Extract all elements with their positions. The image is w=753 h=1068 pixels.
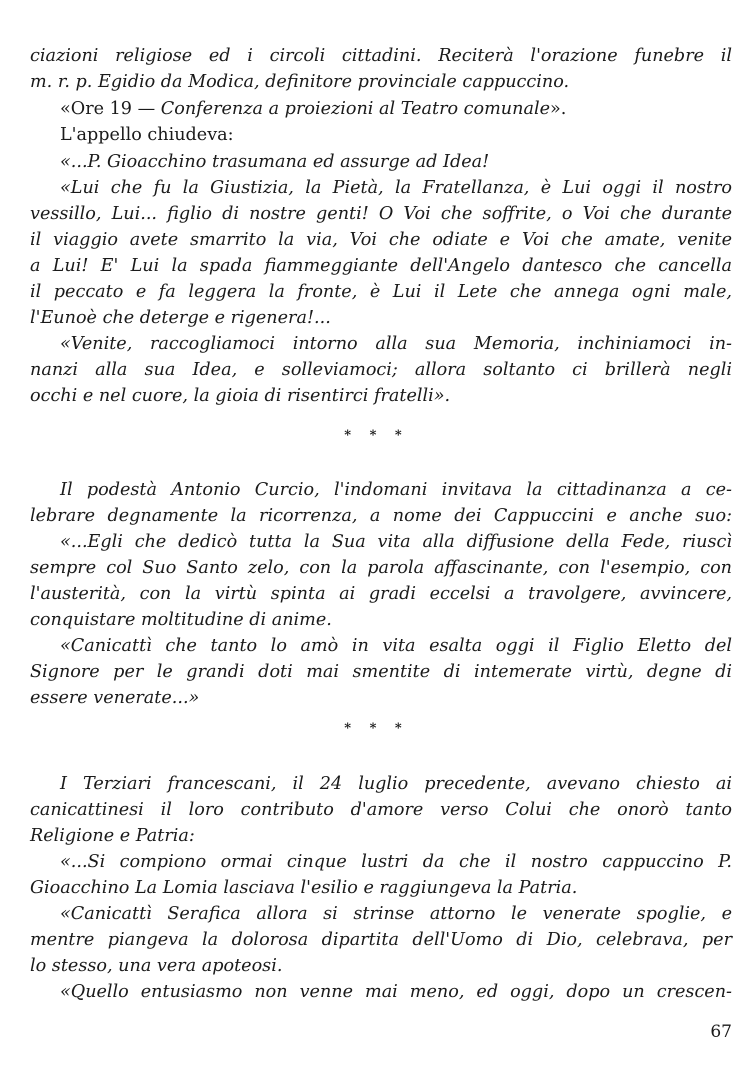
section-divider: * * * (344, 428, 409, 443)
text-line: nanzi alla sua Idea, e solleviamoci; allora soltanto ci brillerà negli (30, 360, 732, 380)
text-line: m. r. p. Egidio da Modica, definitore provinciale cappuccino. (30, 72, 570, 92)
text-line: l'Eunoè che deterge e rigenera!... (30, 308, 331, 328)
text-line: l'austerità, con la virtù spinta ai gradi eccelsi a travolgere, avvincere, (30, 584, 732, 604)
text-line: lebrare degnamente la ricorrenza, a nome dei Cappuccini e anche suo: (30, 506, 732, 526)
text-span: «Ore 19 — (60, 99, 161, 119)
text-line: occhi e nel cuore, la gioia di risentirci fratelli». (30, 386, 451, 406)
page-number: 67 (710, 1022, 732, 1042)
text-line (60, 97, 732, 121)
text-line: «...P. Gioacchino trasumana ed assurge ad Idea! (60, 152, 490, 172)
text-line: «Lui che fu la Giustizia, la Pietà, la Fratellanza, è Lui oggi il nostro (60, 178, 732, 198)
text-line: canicattinesi il loro contributo d'amore verso Colui che onorò tanto (30, 800, 732, 820)
text-line: mentre piangeva la dolorosa dipartita dell'Uomo di Dio, celebrava, per (30, 930, 732, 950)
text-line: Signore per le grandi doti mai smentite di intemerate virtù, degne di (30, 662, 732, 682)
text-line: Il podestà Antonio Curcio, l'indomani invitava la cittadinanza a ce- (60, 480, 732, 500)
text-line: L'appello chiudeva: (60, 125, 234, 145)
text-line: sempre col Suo Santo zelo, con la parola affascinante, con l'esempio, con (30, 558, 732, 578)
text-line: «Venite, raccogliamoci intorno alla sua Memoria, inchiniamoci in- (60, 334, 732, 354)
text-line: essere venerate...» (30, 688, 200, 708)
text-line: «...Si compiono ormai cinque lustri da che il nostro cappuccino P. (60, 852, 732, 872)
text-line: vessillo, Lui... figlio di nostre genti! O Voi che soffrite, o Voi che durante (30, 204, 732, 224)
text-line: ciazioni religiose ed i circoli cittadini. Reciterà l'orazione funebre il (30, 46, 732, 66)
text-line: il peccato e fa leggera la fronte, è Lui il Lete che annega ogni male, (30, 282, 732, 302)
text-line: lo stesso, una vera apoteosi. (30, 956, 283, 976)
text-line: Gioacchino La Lomia lasciava l'esilio e raggiungeva la Patria. (30, 878, 578, 898)
text-line: «...Egli che dedicò tutta la Sua vita alla diffusione della Fede, riuscì (60, 532, 732, 552)
text-line: il viaggio avete smarrito la via, Voi che odiate e Voi che amate, venite (30, 230, 732, 250)
text-line: «Quello entusiasmo non venne mai meno, ed oggi, dopo un crescen- (60, 982, 732, 1002)
text-span: ». (549, 99, 567, 119)
text-line: Religione e Patria: (30, 826, 195, 846)
section-divider: * * * (344, 721, 409, 736)
text-line: «Canicattì Serafica allora si strinse attorno le venerate spoglie, e (60, 904, 732, 924)
text-line: «Canicattì che tanto lo amò in vita esalta oggi il Figlio Eletto del (60, 636, 732, 656)
text-span: Conferenza a proiezioni al Teatro comunale (160, 99, 550, 119)
text-line: conquistare moltitudine di anime. (30, 610, 332, 630)
text-line: a Lui! E' Lui la spada fiammeggiante dell'Angelo dantesco che cancella (30, 256, 732, 276)
text-line: I Terziari francescani, il 24 luglio precedente, avevano chiesto ai (60, 774, 732, 794)
